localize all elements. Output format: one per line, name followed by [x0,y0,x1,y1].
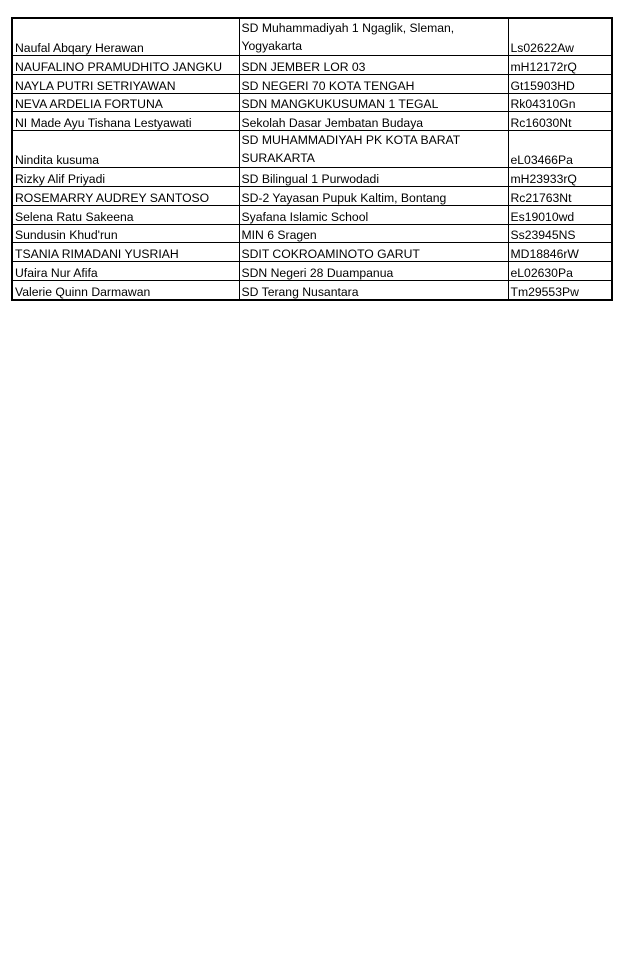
name-cell: Sundusin Khud'run [12,224,239,243]
school-cell: SDN JEMBER LOR 03 [239,56,508,75]
name-cell: Valerie Quinn Darmawan [12,280,239,299]
code-cell: Rc16030Nt [508,112,612,131]
school-cell: SD-2 Yayasan Pupuk Kaltim, Bontang [239,186,508,205]
code-cell: mH23933rQ [508,168,612,187]
name-cell: NEVA ARDELIA FORTUNA [12,93,239,112]
name-cell: Selena Ratu Sakeena [12,205,239,224]
name-cell: Rizky Alif Priyadi [12,168,239,187]
code-cell: Rk04310Gn [508,93,612,112]
table-row [12,280,612,299]
table-row [12,18,612,56]
participant-table [11,17,613,301]
school-cell: MIN 6 Sragen [239,224,508,243]
table-row [12,74,612,93]
code-cell: Gt15903HD [508,74,612,93]
code-cell: MD18846rW [508,243,612,262]
name-cell: Nindita kusuma [12,131,239,168]
school-cell: SDN Negeri 28 Duampanua [239,262,508,281]
table-row [12,186,612,205]
code-cell: eL03466Pa [508,131,612,168]
table-row [12,205,612,224]
code-cell: Ls02622Aw [508,18,612,56]
table-row [12,56,612,75]
code-cell: eL02630Pa [508,262,612,281]
table-row [12,243,612,262]
school-cell: SD Muhammadiyah 1 Ngaglik, Sleman, Yogyakarta [239,18,508,56]
school-cell: SD Bilingual 1 Purwodadi [239,168,508,187]
school-cell: Syafana Islamic School [239,205,508,224]
code-cell: Ss23945NS [508,224,612,243]
table-row [12,131,612,168]
table-row [12,262,612,281]
code-cell: mH12172rQ [508,56,612,75]
code-cell: Rc21763Nt [508,186,612,205]
table-row [12,168,612,187]
code-cell: Es19010wd [508,205,612,224]
table-row [12,93,612,112]
school-cell: Sekolah Dasar Jembatan Budaya [239,112,508,131]
school-cell: SD NEGERI 70 KOTA TENGAH [239,74,508,93]
school-cell: SD Terang Nusantara [239,280,508,299]
table-row [12,224,612,243]
name-cell: Naufal Abqary Herawan [12,18,239,56]
code-cell: Tm29553Pw [508,280,612,299]
name-cell: TSANIA RIMADANI YUSRIAH [12,243,239,262]
school-cell: SD MUHAMMADIYAH PK KOTA BARAT SURAKARTA [239,131,508,168]
name-cell: NI Made Ayu Tishana Lestyawati [12,112,239,131]
name-cell: NAUFALINO PRAMUDHITO JANGKU [12,56,239,75]
school-cell: SDN MANGKUKUSUMAN 1 TEGAL [239,93,508,112]
school-cell: SDIT COKROAMINOTO GARUT [239,243,508,262]
name-cell: ROSEMARRY AUDREY SANTOSO [12,186,239,205]
name-cell: Ufaira Nur Afifa [12,262,239,281]
table-row [12,112,612,131]
name-cell: NAYLA PUTRI SETRIYAWAN [12,74,239,93]
